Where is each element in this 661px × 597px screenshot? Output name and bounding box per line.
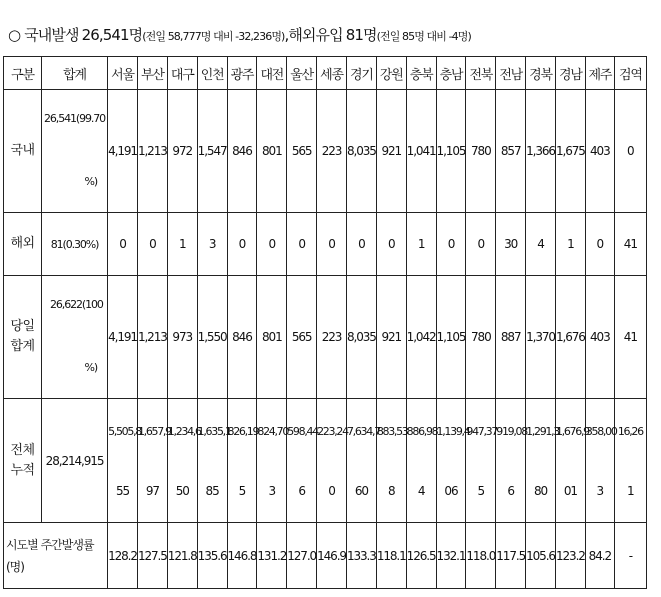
cell-value-part: 6 <box>507 484 514 498</box>
table-cell: 565 <box>287 90 317 213</box>
table-cell <box>257 399 287 523</box>
table-cell: 126.5 <box>406 523 436 589</box>
cell-value-part: 8 <box>387 484 395 498</box>
row-total-percent: %) <box>84 175 98 188</box>
table-cell: 1,213 <box>137 90 167 213</box>
table-cell: - <box>614 523 646 589</box>
cell-value-part: 7,634,7 <box>346 425 380 438</box>
heading-overseas-count: 81 <box>345 26 363 44</box>
table-cell <box>287 399 317 523</box>
heading-domestic-change: (전일 58,777명 대비 -32,236명) <box>142 30 285 43</box>
table-row-weekly-rate <box>4 523 647 589</box>
table-cell: 121.8 <box>167 523 197 589</box>
table-cell: 131.2 <box>257 523 287 589</box>
table-cell: 403 <box>585 90 614 213</box>
table-cell: 41 <box>614 276 646 399</box>
table-cell: 801 <box>257 276 287 399</box>
row-label-line: 당일 <box>10 319 35 334</box>
table-cell: 780 <box>466 276 496 399</box>
table-cell: 846 <box>227 90 257 213</box>
table-cell <box>108 399 141 523</box>
header-region: 세종 <box>317 57 347 90</box>
cell-value-part: 358,00 <box>585 425 617 438</box>
table-cell: 1,105 <box>436 276 466 399</box>
row-label-line: 누적 <box>10 462 35 478</box>
table-cell: 84.2 <box>585 523 614 589</box>
table-cell: 801 <box>257 90 287 213</box>
table-cell: 972 <box>167 90 197 213</box>
table-cell: 0 <box>317 213 347 276</box>
cell-value-part: 1,676,9 <box>555 425 589 438</box>
summary-heading <box>8 24 471 46</box>
table-cell <box>317 399 347 523</box>
table-header-row <box>4 57 647 90</box>
table-cell: 127.0 <box>287 523 317 589</box>
table-cell: 1,041 <box>406 90 436 213</box>
table-cell: 105.6 <box>526 523 556 589</box>
table-cell: 146.8 <box>227 523 257 589</box>
cell-value-part: 01 <box>563 484 577 498</box>
cell-value-part: 0 <box>328 484 335 498</box>
cell-value-part: 886,98 <box>406 425 438 438</box>
table-row-domestic <box>4 90 647 213</box>
cell-value-part: 826,19 <box>227 425 259 438</box>
row-total-value: 26,541(99.70 <box>44 112 106 125</box>
table-cell: 3 <box>197 213 227 276</box>
header-region: 경기 <box>346 57 376 90</box>
table-cell: 1,676 <box>555 276 585 399</box>
cell-value-part: 16,26 <box>617 425 643 438</box>
cell-value-part: 1,234,6 <box>167 425 201 438</box>
table-cell: 4,191 <box>108 90 138 213</box>
heading-overseas-label: ,해외유입 <box>284 26 343 44</box>
table-cell: 118.0 <box>466 523 496 589</box>
table-cell: 1 <box>167 213 197 276</box>
table-cell: 8,035 <box>346 90 376 213</box>
table-cell <box>614 399 646 523</box>
cell-value-part: 883,53 <box>376 425 408 438</box>
table-cell: 0 <box>257 213 287 276</box>
table-cell: 887 <box>496 276 526 399</box>
header-region: 제주 <box>585 57 614 90</box>
header-region: 인천 <box>197 57 227 90</box>
cell-value-part: 85 <box>205 484 219 498</box>
table-cell: 223 <box>317 276 347 399</box>
row-label-line: 합계 <box>10 339 35 354</box>
row-label-line: 전체 <box>10 442 35 458</box>
cell-value-part: 80 <box>534 484 548 498</box>
header-region: 경남 <box>555 57 585 90</box>
row-total <box>42 90 108 213</box>
table-cell: 1,213 <box>137 276 167 399</box>
heading-unit: 명 <box>128 26 143 44</box>
row-total: 81(0.30%) <box>42 213 108 276</box>
table-cell <box>526 399 559 523</box>
header-region: 대전 <box>257 57 287 90</box>
table-cell: 1,675 <box>555 90 585 213</box>
table-cell <box>466 399 496 523</box>
table-cell: 0 <box>137 213 167 276</box>
table-cell: 0 <box>227 213 257 276</box>
cell-value-part: 50 <box>175 484 189 498</box>
table-cell: 4 <box>526 213 556 276</box>
table-cell: 4,191 <box>108 276 138 399</box>
header-region: 경북 <box>526 57 556 90</box>
cell-value-part: 598,44 <box>287 425 318 438</box>
table-cell <box>496 399 526 523</box>
row-label: 시도별 주간발생률(명) <box>4 523 108 589</box>
table-cell: 1,042 <box>406 276 436 399</box>
cell-value-part: 1,291,3 <box>526 425 559 438</box>
table-cell: 0 <box>614 90 646 213</box>
table-cell: 8,035 <box>346 276 376 399</box>
header-region: 강원 <box>376 57 406 90</box>
row-total-percent: %) <box>84 361 98 374</box>
table-cell: 1 <box>406 213 436 276</box>
cell-value-part: 223,24 <box>317 425 348 438</box>
table-row-cumulative <box>4 399 647 523</box>
table-cell: 1,370 <box>526 276 556 399</box>
table-cell: 132.1 <box>436 523 466 589</box>
table-cell: 30 <box>496 213 526 276</box>
header-region: 울산 <box>287 57 317 90</box>
cell-value-part: 1 <box>627 484 634 498</box>
table-cell <box>376 399 406 523</box>
table-cell: 921 <box>376 90 406 213</box>
cell-value-part: 3 <box>596 484 604 498</box>
table-cell: 118.1 <box>376 523 406 589</box>
cell-value-part: 1,635,1 <box>197 425 231 438</box>
table-cell: 0 <box>466 213 496 276</box>
cell-value-part: 5 <box>238 484 246 498</box>
table-cell: 0 <box>376 213 406 276</box>
table-cell <box>406 399 436 523</box>
table-cell: 117.5 <box>496 523 526 589</box>
table-cell: 857 <box>496 90 526 213</box>
table-cell: 146.9 <box>317 523 347 589</box>
row-label <box>4 276 42 399</box>
header-region: 대구 <box>167 57 197 90</box>
header-region: 전남 <box>496 57 526 90</box>
table-cell: 0 <box>108 213 138 276</box>
heading-unit-2: 명 <box>362 26 377 44</box>
cell-value-part: 55 <box>115 484 130 498</box>
row-total: 28,214,915 <box>42 399 108 523</box>
heading-domestic-count: 26,541 <box>81 26 129 44</box>
table-cell: 135.6 <box>197 523 227 589</box>
row-label: 해외 <box>4 213 42 276</box>
cell-value-part: 06 <box>444 484 458 498</box>
table-cell: 973 <box>167 276 197 399</box>
cell-value-part: 5,505,8 <box>108 425 141 438</box>
row-total <box>42 276 108 399</box>
cell-value-part: 947,37 <box>466 425 498 438</box>
table-cell <box>346 399 380 523</box>
table-cell <box>555 399 589 523</box>
table-cell: 403 <box>585 276 614 399</box>
table-cell: 1,547 <box>197 90 227 213</box>
header-total: 합계 <box>42 57 108 90</box>
table-cell: 846 <box>227 276 257 399</box>
table-cell: 1,366 <box>526 90 556 213</box>
cell-value-part: 5 <box>477 484 485 498</box>
header-gubun: 구분 <box>4 57 42 90</box>
table-cell <box>227 399 257 523</box>
table-cell <box>436 399 470 523</box>
table-cell <box>585 399 617 523</box>
header-region: 충북 <box>406 57 436 90</box>
row-total-value: 26,622(100 <box>50 298 103 311</box>
header-region: 광주 <box>227 57 257 90</box>
table-cell: 133.3 <box>346 523 376 589</box>
row-label <box>4 399 42 523</box>
table-row-daily-total <box>4 276 647 399</box>
cell-value-part: 97 <box>145 484 159 498</box>
cell-value-part: 3 <box>268 484 276 498</box>
table-cell: 223 <box>317 90 347 213</box>
heading-domestic-label: 국내발생 <box>24 26 79 44</box>
heading-overseas-change: (전일 85명 대비 -4명) <box>376 30 471 43</box>
header-region: 검역 <box>614 57 646 90</box>
table-cell: 41 <box>614 213 646 276</box>
table-cell: 0 <box>436 213 466 276</box>
table-cell <box>197 399 231 523</box>
cell-value-part: 4 <box>417 484 425 498</box>
cell-value-part: 1,139,4 <box>436 425 470 438</box>
table-cell <box>167 399 201 523</box>
header-region: 부산 <box>137 57 167 90</box>
table-cell: 565 <box>287 276 317 399</box>
table-cell: 0 <box>287 213 317 276</box>
table-cell: 0 <box>585 213 614 276</box>
header-region: 전북 <box>466 57 496 90</box>
table-cell: 128.2 <box>108 523 138 589</box>
table-cell: 1,105 <box>436 90 466 213</box>
cell-value-part: 1,657,9 <box>137 425 171 438</box>
row-label: 국내 <box>4 90 42 213</box>
cell-value-part: 6 <box>298 484 305 498</box>
table-cell: 123.2 <box>555 523 585 589</box>
regional-cases-table <box>3 56 647 589</box>
table-cell <box>137 399 171 523</box>
table-cell: 780 <box>466 90 496 213</box>
cell-value-part: 919,08 <box>496 425 527 438</box>
table-cell: 921 <box>376 276 406 399</box>
header-region: 충남 <box>436 57 466 90</box>
table-cell: 1,550 <box>197 276 227 399</box>
cell-value-part: 60 <box>354 484 368 498</box>
cell-value-part: 824,70 <box>257 425 289 438</box>
table-row-overseas <box>4 213 647 276</box>
table-cell: 1 <box>555 213 585 276</box>
table-cell: 0 <box>346 213 376 276</box>
bullet-circle-icon: ○ <box>8 26 21 44</box>
header-region: 서울 <box>108 57 138 90</box>
table-cell: 127.5 <box>137 523 167 589</box>
